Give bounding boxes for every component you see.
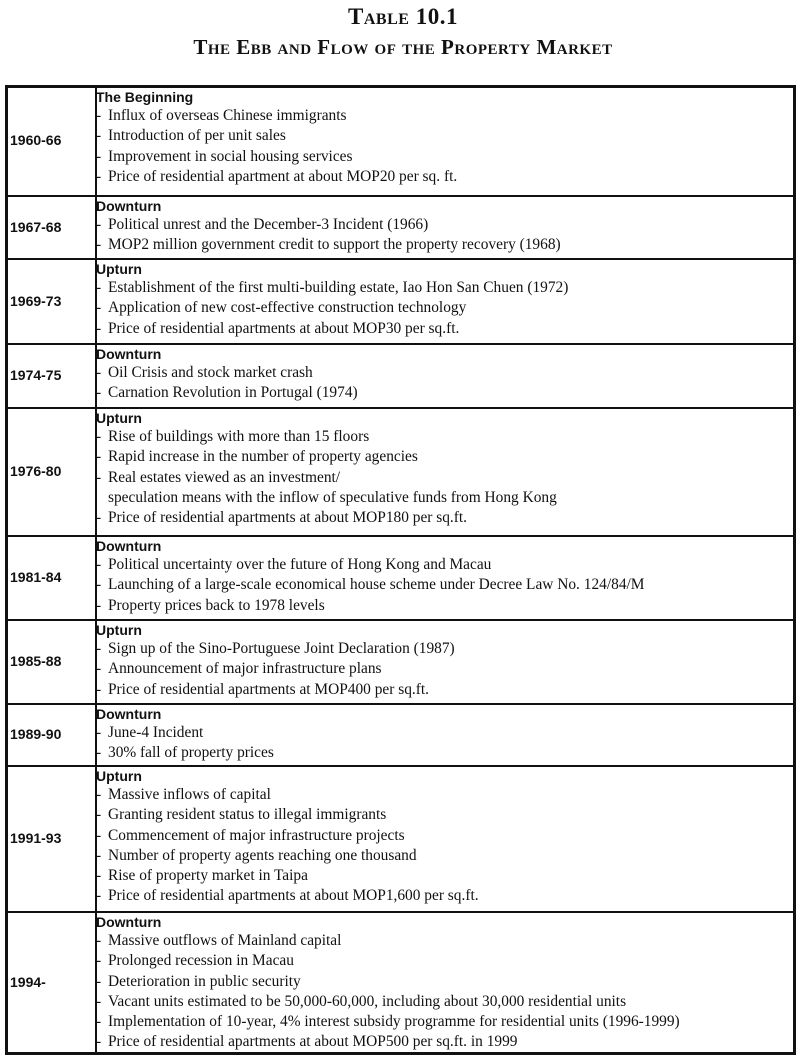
- bullet-dash: -: [96, 107, 102, 124]
- event-item: [96, 468, 789, 488]
- bullet-dash: -: [96, 640, 102, 657]
- period-cell: 1960-66: [10, 131, 62, 148]
- phase-label: Upturn: [96, 261, 142, 277]
- table-row: [8, 535, 793, 621]
- event-item: [96, 555, 789, 575]
- event-text: Political uncertainty over the future of Hong Kong and Macau: [108, 556, 492, 573]
- event-item: [96, 866, 789, 886]
- bullet-dash: -: [96, 509, 102, 527]
- phase-label: Downturn: [96, 914, 162, 930]
- bullet-dash: -: [96, 806, 102, 824]
- bullet-dash: -: [96, 826, 102, 844]
- event-text: Announcement of major infrastructure plans: [108, 660, 382, 678]
- event-text: Massive inflows of capital: [108, 786, 271, 803]
- phase-label: Downturn: [96, 538, 162, 554]
- bullet-dash: -: [96, 576, 102, 594]
- table-row: [8, 407, 793, 537]
- event-text: Deterioration in public security: [108, 972, 301, 990]
- table-title: The Ebb and Flow of the Property Market: [193, 35, 613, 59]
- bullet-dash: -: [96, 1033, 102, 1051]
- event-text: Commencement of major infrastructure projects: [108, 826, 405, 844]
- events-cell: [96, 705, 789, 764]
- events-cell: [96, 260, 789, 339]
- event-item: [96, 785, 789, 805]
- event-item: [96, 639, 789, 659]
- bullet-dash: -: [96, 556, 102, 573]
- bullet-dash: -: [96, 1013, 102, 1031]
- bullet-dash: -: [96, 468, 102, 486]
- event-item: [96, 319, 789, 339]
- table-row: [8, 703, 793, 767]
- event-text: Establishment of the first multi-building estate, Iao Hon San Chuen (1972): [108, 279, 569, 296]
- events-cell: [96, 197, 789, 256]
- event-item: [96, 575, 789, 595]
- event-text: Price of residential apartment at about MOP20 per sq. ft.: [108, 167, 458, 185]
- event-text: Price of residential apartments at MOP400 per sq.ft.: [108, 680, 429, 698]
- bullet-dash: -: [96, 127, 102, 145]
- events-cell: [96, 621, 789, 700]
- events-cell: [96, 913, 789, 1053]
- bullet-dash: -: [96, 992, 102, 1010]
- period-cell: 1976-80: [10, 463, 62, 479]
- period-cell: 1994-: [10, 973, 46, 990]
- table-label: Table 10.1: [348, 4, 458, 29]
- event-text: Improvement in social housing services: [108, 147, 353, 165]
- bullet-dash: -: [96, 236, 102, 254]
- table-row: [8, 911, 793, 1054]
- bullet-dash: -: [96, 279, 102, 296]
- event-text: Influx of overseas Chinese immigrants: [108, 107, 347, 124]
- bullet-dash: -: [96, 744, 102, 762]
- event-item: [96, 1032, 789, 1052]
- event-item: [96, 488, 789, 508]
- event-text: Introduction of per unit sales: [108, 127, 286, 145]
- event-item: [96, 106, 789, 126]
- bullet-dash: -: [96, 428, 102, 445]
- event-text: Real estates viewed as an investment/: [108, 468, 341, 486]
- bullet-dash: -: [96, 724, 102, 741]
- bullet-dash: -: [96, 972, 102, 990]
- event-text: Sign up of the Sino-Portuguese Joint Declaration (1987): [108, 640, 455, 657]
- event-item: [96, 298, 789, 318]
- event-item: [96, 363, 789, 383]
- event-item: [96, 680, 789, 700]
- bullet-dash: -: [96, 299, 102, 317]
- bullet-dash: -: [96, 596, 102, 614]
- bullet-dash: -: [96, 319, 102, 337]
- phase-label: Upturn: [96, 622, 142, 638]
- event-item: [96, 278, 789, 298]
- event-item: [96, 1012, 789, 1032]
- event-item: [96, 167, 789, 187]
- events-cell: [96, 409, 789, 528]
- event-item: [96, 427, 789, 447]
- table-row: [8, 343, 793, 409]
- event-text: speculation means with the inflow of speculative funds from Hong Kong: [108, 488, 557, 506]
- period-cell: 1967-68: [10, 218, 62, 235]
- bullet-dash: -: [96, 867, 102, 885]
- event-text: June-4 Incident: [108, 724, 204, 741]
- table-row: [8, 88, 793, 195]
- event-text: Implementation of 10-year, 4% interest subsidy programme for residential units (1996-1999): [108, 1013, 680, 1031]
- event-item: [96, 596, 789, 616]
- event-text: Price of residential apartments at about MOP1,600 per sq.ft.: [108, 887, 479, 905]
- period-cell: 1969-73: [10, 292, 62, 309]
- event-text: Property prices back to 1978 levels: [108, 596, 325, 614]
- period-cell: 1989-90: [10, 726, 62, 742]
- bullet-dash: -: [96, 448, 102, 466]
- event-item: [96, 508, 789, 528]
- event-item: [96, 951, 789, 971]
- bullet-dash: -: [96, 364, 102, 381]
- event-item: [96, 972, 789, 992]
- phase-label: Downturn: [96, 346, 162, 362]
- phase-label: Upturn: [96, 410, 142, 426]
- table-row: [8, 619, 793, 705]
- bullet-dash: -: [96, 952, 102, 970]
- bullet-dash: -: [96, 216, 102, 233]
- event-item: [96, 215, 789, 235]
- phase-label: Downturn: [96, 198, 162, 214]
- event-text: Rise of buildings with more than 15 floors: [108, 428, 370, 445]
- bullet-dash: -: [96, 887, 102, 905]
- event-item: [96, 886, 789, 906]
- event-text: Prolonged recession in Macau: [108, 952, 294, 970]
- event-item: [96, 659, 789, 679]
- bullet-dash: -: [96, 147, 102, 165]
- event-item: [96, 723, 789, 743]
- table-row: [8, 258, 793, 345]
- event-item: [96, 447, 789, 467]
- event-text: Vacant units estimated to be 50,000-60,000, including about 30,000 residential units: [108, 992, 627, 1010]
- phase-label: The Beginning: [96, 89, 194, 105]
- bullet-dash: -: [96, 167, 102, 185]
- period-cell: 1991-93: [10, 830, 62, 846]
- phase-label: Upturn: [96, 768, 142, 784]
- property-market-table: [5, 85, 796, 1055]
- bullet-dash: -: [96, 660, 102, 678]
- event-item: [96, 992, 789, 1012]
- event-item: [96, 805, 789, 825]
- event-text: Price of residential apartments at about MOP30 per sq.ft.: [108, 319, 460, 337]
- event-text: Oil Crisis and stock market crash: [108, 364, 313, 381]
- events-cell: [96, 88, 789, 187]
- event-text: MOP2 million government credit to support the property recovery (1968): [108, 236, 561, 254]
- event-text: Price of residential apartments at about MOP500 per sq.ft. in 1999: [108, 1033, 518, 1051]
- period-cell: 1985-88: [10, 653, 62, 669]
- events-cell: [96, 345, 789, 404]
- event-item: [96, 147, 789, 167]
- event-item: [96, 846, 789, 866]
- events-cell: [96, 767, 789, 907]
- bullet-dash: -: [96, 846, 102, 864]
- bullet-dash: -: [96, 932, 102, 949]
- event-item: [96, 931, 789, 951]
- event-text: Carnation Revolution in Portugal (1974): [108, 384, 358, 402]
- phase-label: Downturn: [96, 706, 162, 722]
- event-item: [96, 235, 789, 255]
- event-text: Rise of property market in Taipa: [108, 867, 308, 885]
- period-cell: 1974-75: [10, 367, 62, 383]
- table-row: [8, 765, 793, 913]
- table-row: [8, 195, 793, 260]
- event-text: Granting resident status to illegal immigrants: [108, 806, 387, 824]
- event-text: Price of residential apartments at about MOP180 per sq.ft.: [108, 509, 468, 527]
- event-item: [96, 743, 789, 763]
- bullet-dash: -: [96, 384, 102, 402]
- event-text: Rapid increase in the number of property agencies: [108, 448, 418, 466]
- event-text: Political unrest and the December-3 Incident (1966): [108, 216, 429, 233]
- bullet-dash: -: [96, 786, 102, 803]
- events-cell: [96, 537, 789, 616]
- event-item: [96, 126, 789, 146]
- event-text: Massive outflows of Mainland capital: [108, 932, 342, 949]
- bullet-dash: -: [96, 680, 102, 698]
- period-cell: 1981-84: [10, 569, 62, 585]
- event-item: [96, 383, 789, 403]
- event-text: Application of new cost-effective construction technology: [108, 299, 467, 317]
- event-item: [96, 826, 789, 846]
- event-text: 30% fall of property prices: [108, 744, 274, 762]
- event-text: Number of property agents reaching one thousand: [108, 846, 417, 864]
- event-text: Launching of a large-scale economical house scheme under Decree Law No. 124/84/M: [108, 576, 645, 594]
